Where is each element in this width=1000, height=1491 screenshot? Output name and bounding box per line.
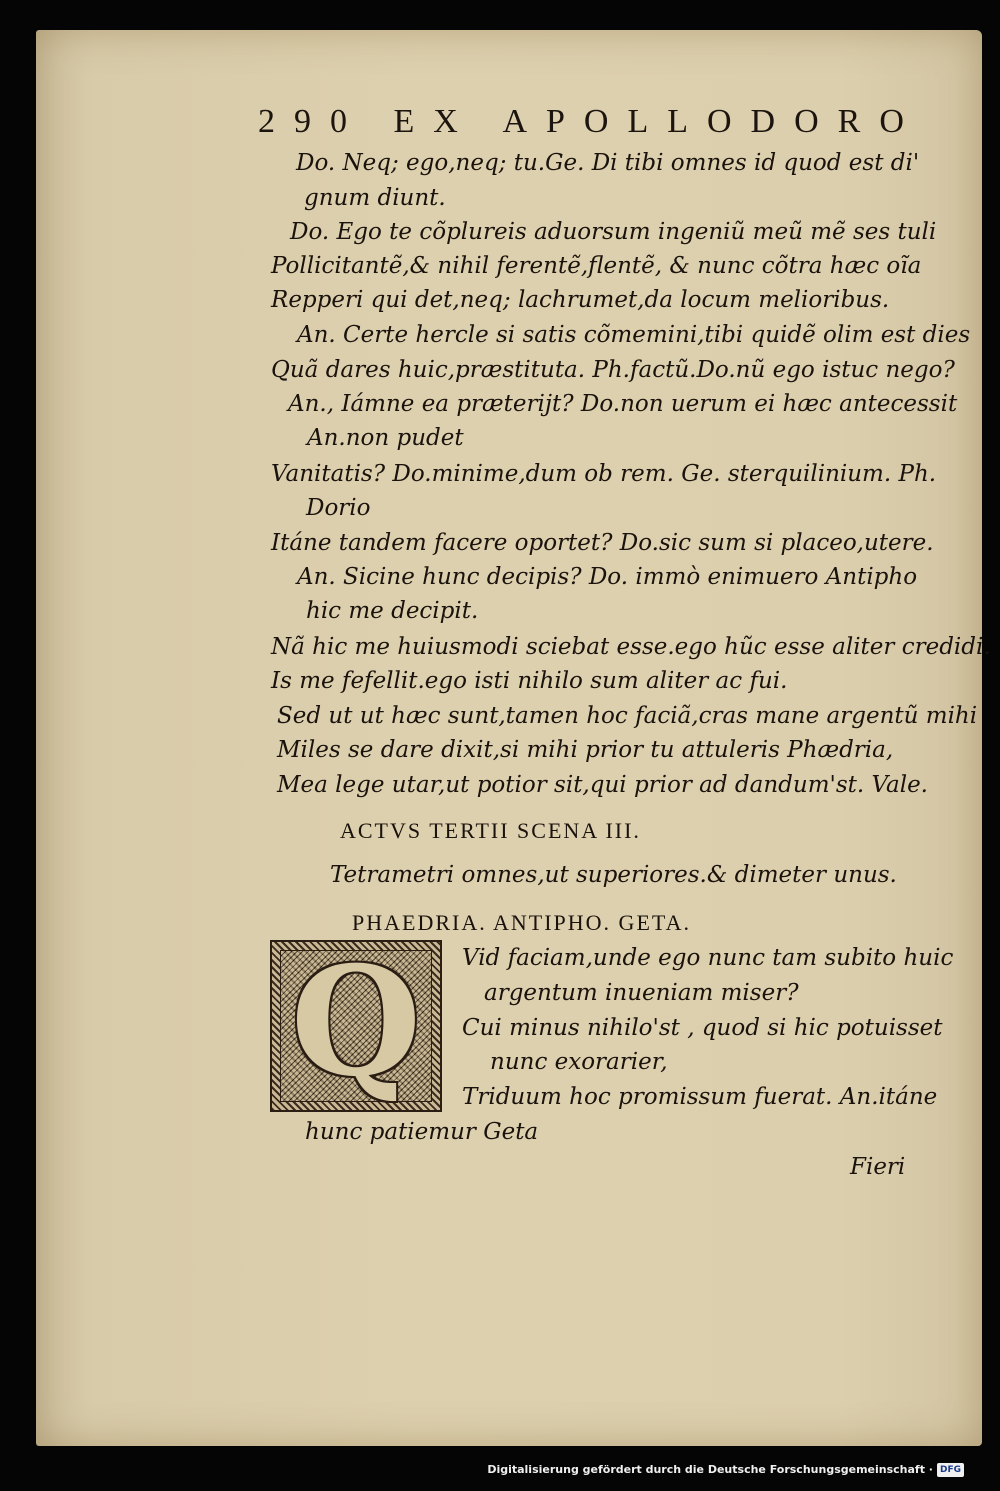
text-line-6: An. Certe hercle si satis cõmemini,tibi quidẽ olim est dies xyxy=(297,322,971,348)
text-line-16: Is me fefellit.ego isti nihilo sum aliter ac fui. xyxy=(271,668,788,694)
text-line-21: argentum inueniam miser? xyxy=(484,980,799,1006)
initial-letter: Q xyxy=(290,934,422,1110)
text-line-7: Quã dares huic,præstituta. Ph.factũ.Do.nũ ego istuc nego? xyxy=(271,357,955,383)
text-line-12: Itáne tandem facere oportet? Do.sic sum si placeo,utere. xyxy=(271,530,934,556)
act-scene-heading: ACTVS TERTII SCENA III. xyxy=(340,818,641,843)
speakers-heading: PHAEDRIA. ANTIPHO. GETA. xyxy=(352,910,691,935)
catchword: Fieri xyxy=(850,1154,906,1180)
text-line-22: Cui minus nihilo'st , quod si hic potuisset xyxy=(462,1015,943,1041)
text-line-4: Pollicitantẽ,& nihil ferentẽ,flentẽ, & nunc cõtra hæc oĩa xyxy=(271,253,922,279)
text-line-2: gnum diunt. xyxy=(304,185,446,211)
text-line-18: Miles se dare dixit,si mihi prior tu attuleris Phædria, xyxy=(277,737,894,763)
text-line-15: Nã hic me huiusmodi sciebat esse.ego hũc esse aliter credidi. xyxy=(271,634,991,660)
text-line-23: nunc exorarier, xyxy=(490,1049,668,1075)
dfg-logo: DFG xyxy=(937,1463,964,1477)
text-line-9: An.non pudet xyxy=(307,425,464,451)
text-line-20: Vid faciam,unde ego nunc tam subito huic xyxy=(462,945,954,971)
footer-text: Digitalisierung gefördert durch die Deutsche Forschungsgemeinschaft · xyxy=(487,1463,933,1476)
meter-note: Tetrametri omnes,ut superiores.& dimeter unus. xyxy=(330,862,897,888)
footer-credit xyxy=(487,1459,964,1481)
text-line-14: hic me decipit. xyxy=(306,598,479,624)
decorated-initial xyxy=(270,934,442,1112)
text-line-13: An. Sicine hunc decipis? Do. immò enimuero Antipho xyxy=(297,564,918,590)
text-line-17: Sed ut ut hæc sunt,tamen hoc faciã,cras mane argentũ mihi xyxy=(277,703,978,729)
text-line-24: Triduum hoc promissum fuerat. An.itáne xyxy=(462,1084,938,1110)
page-header: 290 EX APOLLODORO xyxy=(258,103,923,140)
text-line-3: Do. Ego te cõplureis aduorsum ingeniũ meũ mẽ ses tuli xyxy=(290,219,937,245)
text-line-25: hunc patiemur Geta xyxy=(305,1119,539,1145)
text-line-19: Mea lege utar,ut potior sit,qui prior ad dandum'st. Vale. xyxy=(277,772,928,798)
text-line-1: Do. Neq; ego,neq; tu.Ge. Di tibi omnes id quod est di' xyxy=(296,150,920,176)
text-line-11: Dorio xyxy=(306,495,371,521)
text-line-5: Repperi qui det,neq; lachrumet,da locum melioribus. xyxy=(271,287,890,313)
text-line-8: An., Iámne ea præterijt? Do.non uerum ei hæc antecessit xyxy=(288,391,958,417)
text-line-10: Vanitatis? Do.minime,dum ob rem. Ge. sterquilinium. Ph. xyxy=(271,461,937,487)
